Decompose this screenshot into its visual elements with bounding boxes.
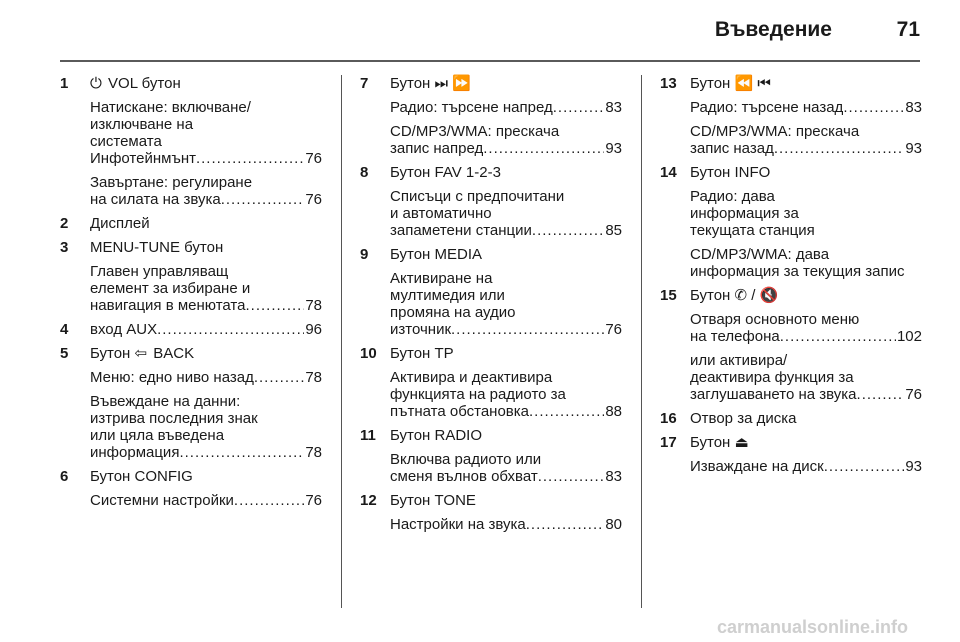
entry-title [90,239,322,256]
page-ref: 76 [305,492,322,509]
entry-number: 7 [360,75,369,92]
leader-line [390,140,622,157]
entry-title [690,434,922,451]
entry-description [390,123,622,157]
entry-description [390,369,622,420]
page-ref: 78 [305,444,322,461]
description-line: запис назад [690,140,774,157]
page-number: 71 [896,18,920,41]
page-ref: 93 [605,140,622,157]
dot-leader [529,403,604,420]
description-line: функцията на радиото за [390,386,566,403]
dot-leader [780,328,896,345]
leader-line [90,321,322,338]
dot-leader [221,191,305,208]
index-entry [660,164,922,280]
entry-description [690,123,922,157]
entry-number: 13 [660,75,677,92]
entry-number: 15 [660,287,677,304]
entry-number: 3 [60,239,69,256]
description-line: пътната обстановка [390,403,530,420]
page-ref: 76 [905,386,922,403]
entry-number: 4 [60,321,69,338]
dot-leader [254,369,304,386]
leader-line [690,458,922,475]
entry-number: 17 [660,434,677,451]
entry-description [90,263,322,314]
page-ref: 85 [605,222,622,239]
leader-line [690,99,922,116]
column-3 [660,75,922,482]
entry-description [90,99,322,167]
title-text: BACK [153,345,195,362]
entry-description [690,188,922,239]
description-line: Главен управляващ [90,263,229,280]
entry-description [690,352,922,403]
index-entry [60,468,322,509]
title-text: VOL бутон [108,75,181,92]
title-text: Бутон INFO [690,164,771,181]
page-ref: 93 [905,140,922,157]
description-line: Завъртане: регулиране [90,174,253,191]
description-line: запаметени станции [390,222,532,239]
dot-leader [179,444,304,461]
entry-title [90,468,322,485]
description-line: на силата на звука [90,191,221,208]
leader-line [390,468,622,485]
leader-line [690,328,922,345]
index-entry [360,75,622,157]
entry-number: 16 [660,410,677,427]
description-line: CD/MP3/WMA: дава [690,246,830,263]
entry-title [690,75,922,92]
title-prefix: Бутон [90,345,131,362]
column-2 [360,75,622,540]
entry-title [90,75,322,92]
entry-number: 11 [360,427,376,444]
entry-description [90,174,322,208]
dot-leader [526,516,605,533]
title-text: Бутон FAV 1-2-3 [390,164,501,181]
index-entry [60,75,322,208]
description-line: изтрива последния знак [90,410,258,427]
entry-number: 1 [60,75,69,92]
page-ref: 76 [305,191,322,208]
entry-title [90,215,322,232]
description-line: елемент за избиране и [90,280,251,297]
description-line: Инфотейнмънт [90,150,196,167]
entry-number: 10 [360,345,377,362]
leader-line [690,140,922,157]
entry-description [690,311,922,345]
entry-description [90,393,322,461]
header-divider [60,60,920,62]
phone-mute-icon: ✆ / 🔇 [734,287,779,304]
page-ref: 76 [305,150,322,167]
description-line: Включва радиото или [390,451,542,468]
leader-line [390,222,622,239]
description-line: Меню: едно ниво назад [90,369,254,386]
dot-leader [451,321,604,338]
description-line: Въвеждане на данни: [90,393,241,410]
description-line: и автоматично [390,205,492,222]
index-entry [60,345,322,461]
index-entry [660,434,922,475]
entry-number: 8 [360,164,369,181]
dot-leader [234,492,304,509]
description-line: CD/MP3/WMA: прескача [690,123,860,140]
description-line: информация за [690,205,799,222]
description-line: Системни настройки [90,492,234,509]
description-line: Изваждане на диск [690,458,824,475]
seek-back-icon: ⏪ ⏮ [734,75,771,92]
page-header [0,0,960,62]
index-entry [360,492,622,533]
dot-leader [245,297,304,314]
index-entry [660,75,922,157]
description-line: сменя вълнов обхват [390,468,538,485]
entry-title [390,345,622,362]
entry-description [690,458,922,475]
leader-line [90,297,322,314]
description-line: мултимедия или [390,287,505,304]
leader-line [690,386,922,403]
leader-line [390,403,622,420]
title-text: Бутон RADIO [390,427,483,444]
description-line: Настройки на звука [390,516,526,533]
entry-title [390,164,622,181]
description-line: деактивира функция за [690,369,854,386]
leader-line [90,369,322,386]
leader-line [90,191,322,208]
page-ref: 83 [605,99,622,116]
entry-title [690,410,922,427]
description-line: Активиране на [390,270,493,287]
watermark: carmanualsonline.info [716,617,908,637]
dot-leader [553,99,605,116]
description-line: Активира и деактивира [390,369,553,386]
entry-number: 5 [60,345,69,362]
description-line: източник [390,321,452,338]
description-line: изключване на [90,116,194,133]
dot-leader [857,386,905,403]
title-prefix: Бутон [690,434,731,451]
entry-title [90,345,322,362]
description-line: системата [90,133,162,150]
index-entry [60,321,322,338]
leader-line [390,516,622,533]
power-icon: ⏻ [90,75,102,92]
dot-leader [843,99,904,116]
dot-leader [483,140,604,157]
entry-title [390,427,622,444]
title-text: Бутон TONE [390,492,476,509]
column-divider [641,75,642,608]
entry-description [390,451,622,485]
dot-leader [538,468,605,485]
leader-line [90,150,322,167]
description-line: CD/MP3/WMA: прескача [390,123,560,140]
title-prefix: Бутон [690,287,731,304]
description-line: Отваря основното меню [690,311,860,328]
title-prefix: Бутон [690,75,731,92]
leader-line [390,321,622,338]
description-line: текущата станция [690,222,815,239]
leader-line [90,444,322,461]
leader-line [90,492,322,509]
description-line: или активира/ [690,352,788,369]
page-ref: 96 [305,321,322,338]
description-line: заглушаването на звука [690,386,857,403]
entry-description [390,270,622,338]
entry-number: 6 [60,468,69,485]
page-ref: 88 [605,403,622,420]
page-ref: 102 [896,328,922,345]
entry-title [390,246,622,263]
description-line: Радио: търсене назад [690,99,844,116]
index-entry [60,239,322,314]
index-entry [360,345,622,420]
page-ref: 93 [905,458,922,475]
entry-description [690,99,922,116]
description-line: Радио: дава [690,188,775,205]
description-line: промяна на аудио [390,304,516,321]
title-text: Бутон CONFIG [90,468,193,485]
entry-description [690,246,922,280]
index-entry [660,410,922,427]
description-line: Натискане: включване/ [90,99,251,116]
description-line: или цяла въведена [90,427,225,444]
entry-title [690,287,922,304]
page-ref: 83 [605,468,622,485]
dot-leader [774,140,904,157]
entry-number: 14 [660,164,677,181]
entry-title [690,164,922,181]
page-ref: 78 [305,369,322,386]
seek-forward-icon: ⏭ ⏩ [434,75,471,92]
eject-icon: ⏏ [734,434,749,451]
index-entry [360,427,622,485]
entry-title: вход AUX [90,321,158,338]
title-text: Бутон MEDIA [390,246,483,263]
title-text: Отвор за диска [690,410,797,427]
page-ref: 80 [605,516,622,533]
page-ref: 76 [605,321,622,338]
page-ref: 83 [905,99,922,116]
entry-number: 2 [60,215,69,232]
index-entry [60,215,322,232]
description-line: информация за текущия запис [690,263,905,280]
column-1 [60,75,322,516]
index-entry [360,164,622,239]
description-line: Списъци с предпочитани [390,188,565,205]
index-entry [660,287,922,403]
page-ref: 78 [305,297,322,314]
entry-number: 12 [360,492,377,509]
title-prefix: Бутон [390,75,431,92]
entry-number: 9 [360,246,369,263]
dot-leader [196,150,304,167]
entry-description [390,516,622,533]
page-title: Въведение [714,18,832,41]
entry-description [90,369,322,386]
description-line: на телефона [690,328,780,345]
dot-leader [532,222,604,239]
entry-description [390,99,622,116]
title-text: Дисплей [90,215,150,232]
entry-description [90,492,322,509]
column-divider [341,75,342,608]
leader-line [390,99,622,116]
title-text: Бутон TP [390,345,454,362]
dot-leader [824,458,905,475]
dot-leader [157,321,304,338]
description-line: запис напред [390,140,484,157]
index-entry [360,246,622,338]
entry-title [390,75,622,92]
entry-title [390,492,622,509]
description-line: навигация в менютата [90,297,246,314]
title-text: MENU-TUNE бутон [90,239,224,256]
description-line: информация [90,444,180,461]
entry-description [390,188,622,239]
back-arrow-icon: ⇦ [134,345,148,362]
description-line: Радио: търсене напред [390,99,553,116]
